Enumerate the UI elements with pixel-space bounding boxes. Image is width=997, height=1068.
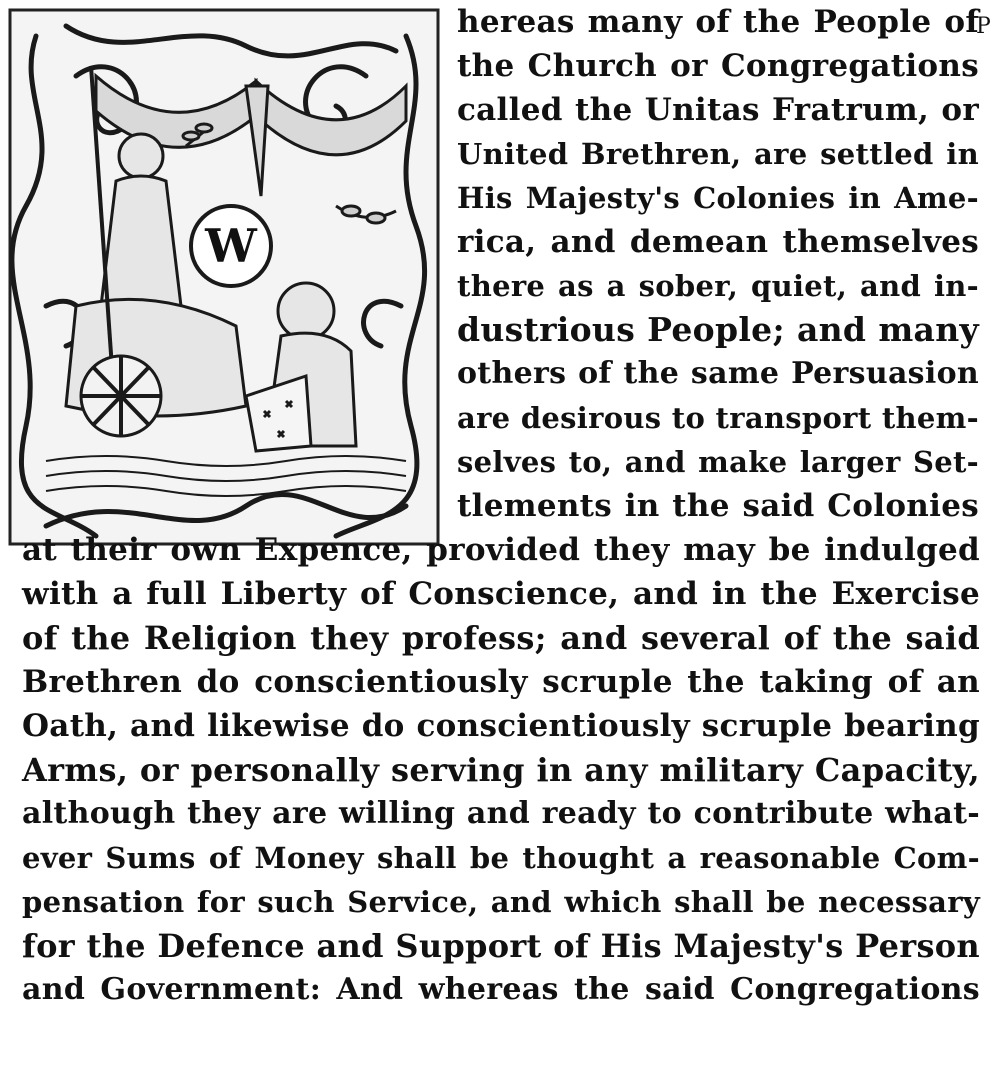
text-line: hereas many of the People of [457,4,979,40]
text-line: are desirous to transport them- [457,401,979,435]
text-line: and Government: And whereas the said Congregations [22,972,980,1007]
text-line: United Brethren, are settled in [457,137,979,171]
text-line: called the Unitas Fratrum, or [457,92,979,128]
initial-letter: W [205,219,257,273]
text-line: others of the same Persuasion [457,356,979,391]
text-line: Oath, and likewise do conscientiously scruple bearing [22,708,980,744]
text-line: of the Religion they profess; and several of the said [22,619,980,657]
text-line: His Majesty's Colonies in Ame- [457,181,979,215]
text-line: selves to, and make larger Set- [457,445,979,479]
text-line: Arms, or personally serving in any military Capacity, [22,751,980,789]
text-line: pensation for such Service, and which shall be necessary [22,885,980,919]
text-line: tlements in the said Colonies [457,488,979,524]
decorative-initial-ornament [6,6,442,548]
text-line: there as a sober, quiet, and in- [457,269,979,303]
text-line: for the Defence and Support of His Majesty's Person [22,927,980,965]
text-line: ever Sums of Money shall be thought a reasonable Com- [22,841,980,875]
text-line: rica, and demean themselves [457,224,979,260]
text-line: dustrious People; and many [457,310,979,349]
margin-mark: P [976,14,991,39]
text-line: the Church or Congregations [457,48,979,84]
text-line: although they are willing and ready to contribute what- [22,796,980,831]
text-line: at their own Expence, provided they may be indulged [22,532,980,568]
text-line: with a full Liberty of Conscience, and in the Exercise [22,576,980,612]
text-line: Brethren do conscientiously scruple the taking of an [22,664,980,700]
